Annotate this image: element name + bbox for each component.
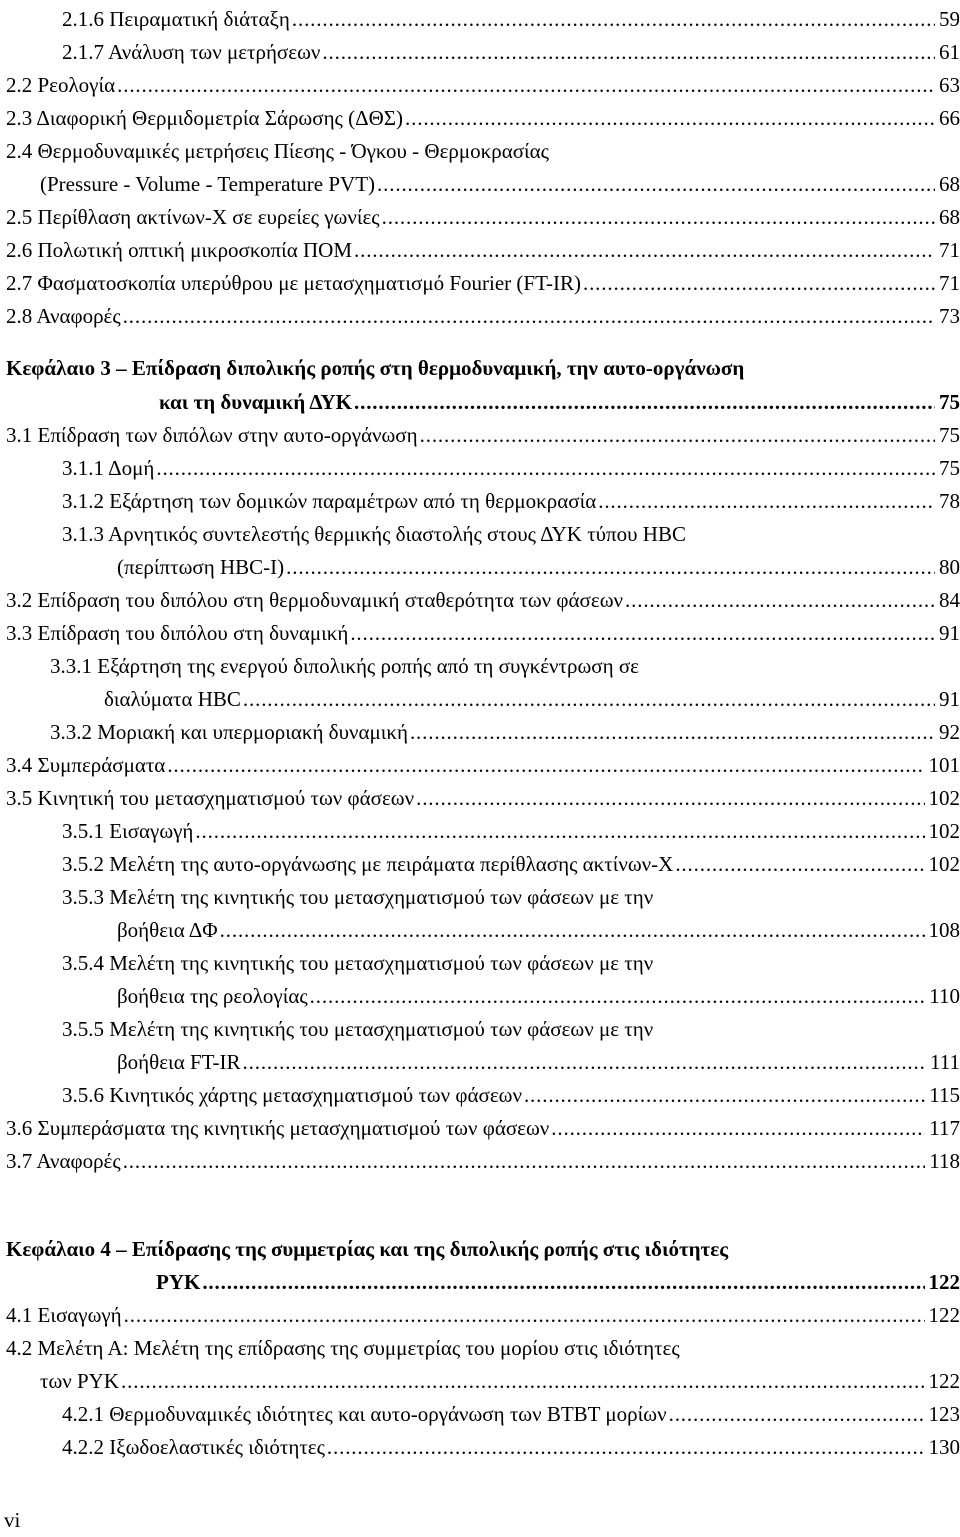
- toc-entry-2-6[interactable]: [0, 235, 960, 265]
- dot-leader: [121, 1366, 924, 1396]
- dot-leader: [669, 1399, 925, 1429]
- toc-entry-3-2[interactable]: [0, 585, 960, 615]
- dot-leader: [322, 37, 935, 67]
- toc-entry-title: 2.4 Θερμοδυναμικές μετρήσεις Πίεσης - Όγκου - Θερμοκρασίας: [6, 139, 549, 163]
- toc-entry-title: των ΡΥΚ: [40, 1369, 120, 1393]
- toc-page-number: 84: [939, 588, 960, 612]
- dot-leader: [625, 585, 935, 615]
- dot-leader: [583, 268, 935, 298]
- dot-leader: [243, 1047, 927, 1077]
- toc-chapter-title: Κεφάλαιο 4 – Επίδρασης της συμμετρίας και της διπολικής ροπής στις ιδιότητες: [6, 1237, 729, 1261]
- toc-chapter-4-line1[interactable]: [0, 1234, 960, 1264]
- toc-chapter-title: ΡΥΚ: [156, 1270, 201, 1294]
- toc-page-number: 102: [928, 852, 960, 876]
- toc-page-number: 75: [939, 390, 960, 414]
- toc-entry-title: 3.4 Συμπεράσματα: [6, 753, 166, 777]
- toc-page-number: 101: [928, 753, 960, 777]
- toc-entry-3-5-6[interactable]: [0, 1080, 960, 1110]
- dot-leader: [220, 915, 925, 945]
- toc-entry-title: βοήθεια ΔΦ: [117, 918, 218, 942]
- toc-page-number: 111: [930, 1050, 960, 1074]
- toc-entry-2-2[interactable]: [0, 70, 960, 100]
- toc-entry-3-1-3[interactable]: [0, 552, 960, 582]
- dot-leader: [195, 816, 924, 846]
- toc-entry-title: 4.2.2 Ιξωδοελαστικές ιδιότητες: [62, 1435, 325, 1459]
- toc-entry-title: 2.7 Φασματοσκοπία υπερύθρου με μετασχηματισμό Fourier (FT-IR): [6, 271, 581, 295]
- dot-leader: [416, 783, 924, 813]
- toc-entry-3-5-2[interactable]: [0, 849, 960, 879]
- toc-entry-title: 3.1 Επίδραση των διπόλων στην αυτο-οργάνωση: [6, 423, 418, 447]
- toc-entry-title: 2.1.7 Ανάλυση των μετρήσεων: [62, 40, 321, 64]
- toc-entry-title: 2.1.6 Πειραματική διάταξη: [62, 7, 290, 31]
- dot-leader: [551, 1113, 925, 1143]
- toc-page-number: 118: [929, 1149, 960, 1173]
- footer-page-number: vi: [4, 1508, 21, 1532]
- toc-entry-title: 3.7 Αναφορές: [6, 1149, 121, 1173]
- dot-leader: [598, 486, 935, 516]
- toc-page-number: 71: [939, 271, 960, 295]
- toc-chapter-title: Κεφάλαιο 3 – Επίδραση διπολικής ροπής στη θερμοδυναμική, την αυτο-οργάνωση: [6, 356, 745, 380]
- toc-page-number: 123: [928, 1402, 960, 1426]
- toc-entry-3-5-3-line1[interactable]: [0, 882, 960, 912]
- dot-leader: [524, 1080, 925, 1110]
- toc-entry-title: 3.3.2 Μοριακή και υπερμοριακή δυναμική: [50, 720, 408, 744]
- toc-page-number: 117: [929, 1116, 960, 1140]
- toc-chapter-4[interactable]: [0, 1267, 960, 1297]
- toc-entry-3-3-1-line1[interactable]: [0, 651, 960, 681]
- toc-page-number: 66: [939, 106, 960, 130]
- toc-chapter-3-line1[interactable]: [0, 353, 960, 383]
- toc-page-number: 122: [928, 1303, 960, 1327]
- toc-chapter-title: και τη δυναμική ΔΥΚ: [159, 390, 352, 414]
- toc-entry-title: 4.2 Μελέτη Α: Μελέτη της επίδρασης της συμμετρίας του μορίου στις ιδιότητες: [6, 1336, 680, 1360]
- dot-leader: [420, 420, 935, 450]
- toc-entry-title: 4.1 Εισαγωγή: [6, 1303, 122, 1327]
- toc-page-number: 122: [928, 1369, 960, 1393]
- toc-page-number: 115: [929, 1083, 960, 1107]
- toc-page-number: 73: [939, 304, 960, 328]
- toc-page-number: 102: [928, 786, 960, 810]
- dot-leader: [117, 70, 935, 100]
- toc-page-number: 130: [928, 1435, 960, 1459]
- toc-entry-title: 3.6 Συμπεράσματα της κινητικής μετασχηματισμού των φάσεων: [6, 1116, 550, 1140]
- toc-entry-title: 2.6 Πολωτική οπτική μικροσκοπία ΠΟΜ: [6, 238, 352, 262]
- toc-entry-3-3[interactable]: [0, 618, 960, 648]
- toc-entry-3-1-3-line1[interactable]: [0, 519, 960, 549]
- toc-entry-3-5-3[interactable]: [0, 915, 960, 945]
- toc-entry-title: 3.5.3 Μελέτη της κινητικής του μετασχηματισμού των φάσεων με την: [62, 885, 654, 909]
- toc-entry-2-5[interactable]: [0, 202, 960, 232]
- dot-leader: [124, 1300, 925, 1330]
- dot-leader: [156, 453, 935, 483]
- toc-page-number: 80: [939, 555, 960, 579]
- toc-entry-3-5-5[interactable]: [0, 1047, 960, 1077]
- dot-leader: [286, 552, 935, 582]
- toc-entry-title: 2.3 Διαφορική Θερμιδομετρία Σάρωσης (ΔΘΣ): [6, 106, 404, 130]
- toc-entry-title: 3.5.1 Εισαγωγή: [62, 819, 194, 843]
- toc-entry-3-3-2[interactable]: [0, 717, 960, 747]
- toc-entry-title: βοήθεια της ρεολογίας: [117, 984, 308, 1008]
- toc-chapter-3[interactable]: [0, 387, 960, 417]
- toc-entry-title: 2.8 Αναφορές: [6, 304, 121, 328]
- toc-page-number: 59: [939, 7, 960, 31]
- toc-page-number: 68: [939, 205, 960, 229]
- toc-page-number: 78: [939, 489, 960, 513]
- toc-entry-2-7[interactable]: [0, 268, 960, 298]
- toc-page-number: 102: [928, 819, 960, 843]
- toc-entry-title: 3.3.1 Εξάρτηση της ενεργού διπολικής ροπής από τη συγκέντρωση σε: [50, 654, 639, 678]
- toc-entry-4-2-2[interactable]: [0, 1432, 960, 1462]
- toc-entry-title: (περίπτωση HBC-I): [117, 555, 285, 579]
- toc-entry-4-2-line1[interactable]: [0, 1333, 960, 1363]
- toc-page-number: 110: [929, 984, 960, 1008]
- toc-entry-title: 3.5.6 Κινητικός χάρτης μετασχηματισμού των φάσεων: [62, 1083, 522, 1107]
- toc-entry-title: 4.2.1 Θερμοδυναμικές ιδιότητες και αυτο-οργάνωση των BTBT μορίων: [62, 1402, 667, 1426]
- toc-entry-3-4[interactable]: [0, 750, 960, 780]
- toc-entry-4-1[interactable]: [0, 1300, 960, 1330]
- toc-entry-title: 3.5.4 Μελέτη της κινητικής του μετασχηματισμού των φάσεων με την: [62, 951, 654, 975]
- dot-leader: [377, 169, 935, 199]
- dot-leader: [675, 849, 924, 879]
- dot-leader: [354, 235, 935, 265]
- toc-page-number: 71: [939, 238, 960, 262]
- toc-page-number: 75: [939, 423, 960, 447]
- toc-entry-title: 3.5 Κινητική του μετασχηματισμού των φάσεων: [6, 786, 415, 810]
- dot-leader: [292, 4, 935, 34]
- toc-entry-title: 3.2 Επίδραση του διπόλου στη θερμοδυναμική σταθερότητα των φάσεων: [6, 588, 624, 612]
- toc-entry-title: 3.1.3 Αρνητικός συντελεστής θερμικής διαστολής στους ΔΥΚ τύπου HBC: [62, 522, 686, 546]
- toc-entry-2-1-6[interactable]: [0, 4, 960, 34]
- toc-page-number: 63: [939, 73, 960, 97]
- dot-leader: [123, 1146, 926, 1176]
- toc-page-number: 68: [939, 172, 960, 196]
- toc-page-number: 122: [928, 1270, 960, 1294]
- dot-leader: [167, 750, 924, 780]
- toc-entry-3-5-5-line1[interactable]: [0, 1014, 960, 1044]
- toc-entry-3-1-2[interactable]: [0, 486, 960, 516]
- toc-page-number: 92: [939, 720, 960, 744]
- toc-entry-3-1-1[interactable]: [0, 453, 960, 483]
- toc-entry-title: 3.1.2 Εξάρτηση των δομικών παραμέτρων από τη θερμοκρασία: [62, 489, 597, 513]
- dot-leader: [327, 1432, 925, 1462]
- toc-entry-3-5-1[interactable]: [0, 816, 960, 846]
- dot-leader: [354, 387, 935, 417]
- toc-entry-3-5-4-line1[interactable]: [0, 948, 960, 978]
- toc-entry-title: 2.2 Ρεολογία: [6, 73, 116, 97]
- toc-page-number: 75: [939, 456, 960, 480]
- dot-leader: [405, 103, 935, 133]
- toc-entry-3-7[interactable]: [0, 1146, 960, 1176]
- toc-entry-4-2-1[interactable]: [0, 1399, 960, 1429]
- toc-entry-title: 3.5.2 Μελέτη της αυτο-οργάνωσης με πειράματα περίθλασης ακτίνων-Χ: [62, 852, 674, 876]
- toc-entry-3-1[interactable]: [0, 420, 960, 450]
- toc-entry-2-4[interactable]: [0, 169, 960, 199]
- toc-entry-3-3-1[interactable]: [0, 684, 960, 714]
- toc-entry-2-1-7[interactable]: [0, 37, 960, 67]
- dot-leader: [123, 301, 935, 331]
- toc-entry-title: διαλύματα HBC: [104, 687, 241, 711]
- toc-entry-2-4-line1[interactable]: [0, 136, 960, 166]
- toc-page-number: 108: [928, 918, 960, 942]
- toc-entry-3-5-4[interactable]: [0, 981, 960, 1011]
- dot-leader: [243, 684, 935, 714]
- toc-entry-title: 3.5.5 Μελέτη της κινητικής του μετασχηματισμού των φάσεων με την: [62, 1017, 654, 1041]
- toc-page-number: 61: [939, 40, 960, 64]
- dot-leader: [350, 618, 935, 648]
- toc-entry-title: βοήθεια FT-IR: [117, 1050, 241, 1074]
- toc-entry-4-2[interactable]: [0, 1366, 960, 1396]
- toc-entry-2-8[interactable]: [0, 301, 960, 331]
- toc-entry-2-3[interactable]: [0, 103, 960, 133]
- dot-leader: [202, 1267, 924, 1297]
- toc-page-number: 91: [939, 621, 960, 645]
- dot-leader: [382, 202, 935, 232]
- toc-entry-3-5[interactable]: [0, 783, 960, 813]
- toc-entry-title: 3.1.1 Δομή: [62, 456, 155, 480]
- toc-entry-3-6[interactable]: [0, 1113, 960, 1143]
- toc-entry-title: 3.3 Επίδραση του διπόλου στη δυναμική: [6, 621, 349, 645]
- toc-page-number: 91: [939, 687, 960, 711]
- toc-entry-title: (Pressure - Volume - Temperature PVT): [40, 172, 376, 196]
- toc-entry-title: 2.5 Περίθλαση ακτίνων-Χ σε ευρείες γωνίες: [6, 205, 380, 229]
- dot-leader: [310, 981, 926, 1011]
- dot-leader: [410, 717, 935, 747]
